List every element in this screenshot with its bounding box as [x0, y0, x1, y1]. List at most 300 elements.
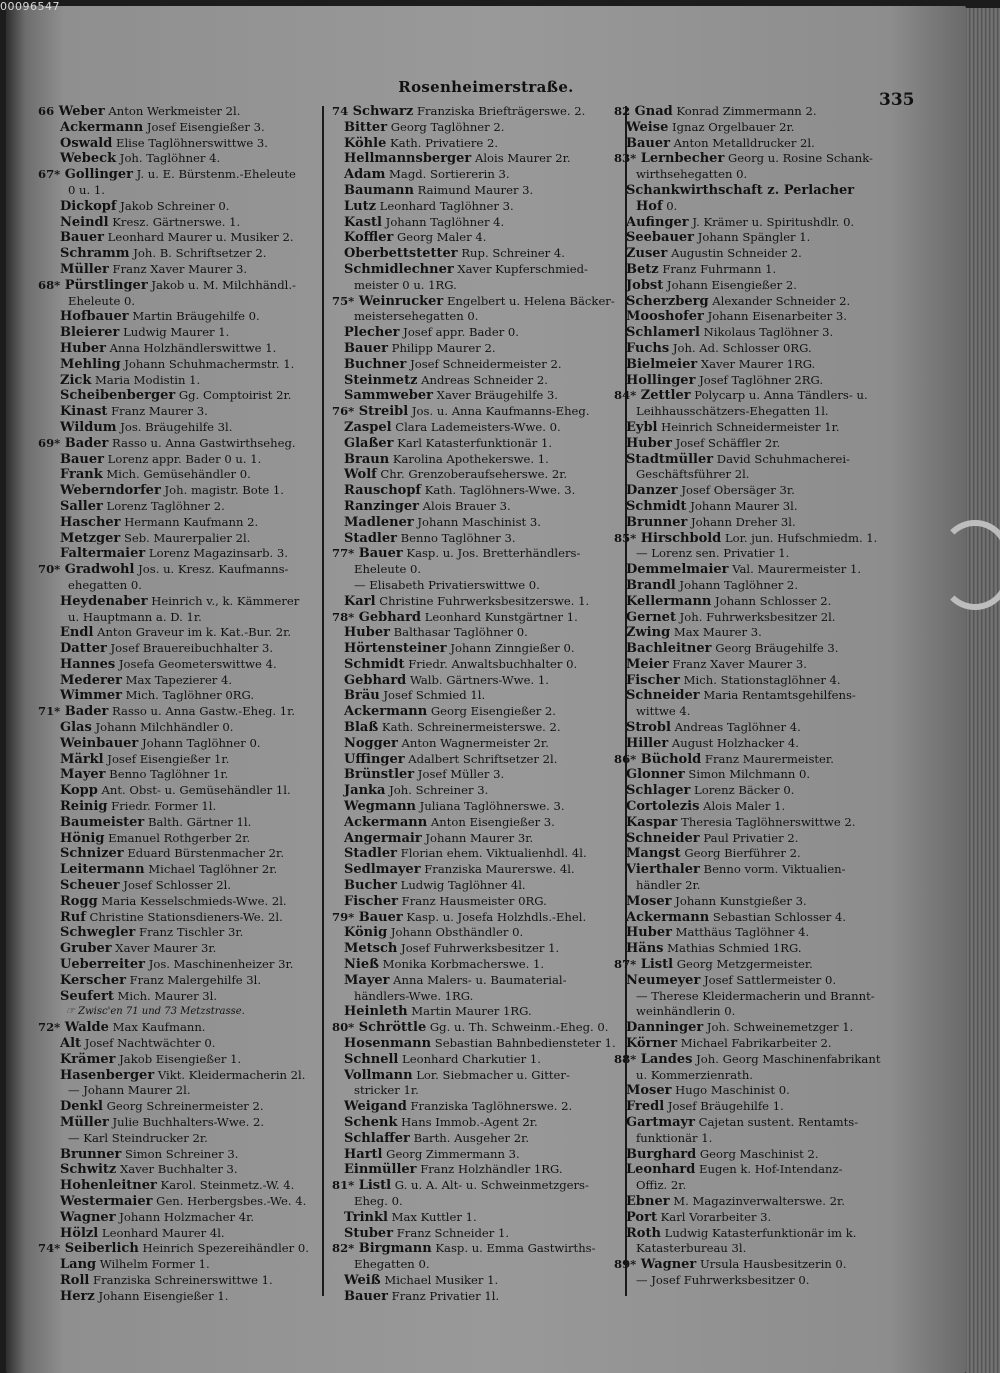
surname: Bielmeier — [626, 356, 698, 372]
directory-entry — [614, 578, 914, 594]
directory-entry — [46, 957, 320, 973]
house-number: 66 — [38, 104, 55, 118]
house-number: 89* — [614, 1257, 637, 1272]
entry-continuation — [614, 1004, 914, 1020]
house-number: 88* — [614, 1051, 637, 1066]
directory-entry — [614, 1099, 914, 1115]
house-number: 84* — [614, 388, 637, 403]
entry-details: Johann Maschinist 3. — [413, 514, 541, 529]
entry-details: Johann Eisenarbeiter 3. — [703, 309, 847, 324]
entry-details: M. Magazinverwalterswe. 2r. — [669, 1193, 845, 1208]
entry-details: Ehegatten 0. — [354, 1257, 430, 1272]
entry-details: G. u. A. Alt- u. Schweinmetzgers- — [391, 1178, 589, 1193]
directory-entry — [46, 1036, 320, 1052]
surname: Wimmer — [60, 688, 122, 704]
surname: Glonner — [626, 767, 685, 783]
surname: Fuchs — [626, 340, 670, 356]
directory-entry — [614, 1052, 914, 1068]
entry-details: Benno vorm. Viktualien- — [699, 862, 846, 877]
entry-details: Nikolaus Taglöhner 3. — [699, 325, 834, 340]
surname: Schankwirthschaft z. Perlacher — [626, 182, 855, 198]
directory-entry — [46, 736, 320, 752]
entry-details: Heinrich Spezereihändler 0. — [138, 1241, 309, 1256]
entry-details: Franz Holzhändler 1RG. — [416, 1162, 563, 1177]
surname: Janka — [344, 783, 386, 799]
surname: Wegmann — [344, 799, 416, 815]
entry-details: Josef Fuhrwerksbesitzer 1. — [397, 941, 560, 956]
directory-entry — [332, 215, 620, 231]
surname: Faltermaier — [60, 546, 146, 562]
entry-details: Karl Vorarbeiter 3. — [656, 1209, 772, 1224]
surname: Rogg — [60, 893, 98, 909]
entry-details: Josef Müller 3. — [414, 767, 505, 782]
entry-details: Barth. Ausgeher 2r. — [409, 1130, 530, 1145]
surname: Weigand — [344, 1099, 407, 1115]
directory-entry — [46, 720, 320, 736]
directory-entry — [614, 673, 914, 689]
directory-entry — [46, 215, 320, 231]
surname: Adam — [344, 167, 386, 183]
house-number: 77* — [332, 546, 355, 561]
entry-continuation — [614, 704, 914, 720]
surname: Koffler — [344, 230, 394, 246]
entry-details: Johann Dreher 3l. — [687, 514, 796, 529]
entry-details: Johann Obsthändler 0. — [387, 925, 524, 940]
surname: Herz — [60, 1288, 95, 1304]
surname: Kastl — [344, 214, 382, 230]
entry-details: Johann Spängler 1. — [694, 230, 811, 245]
directory-entry — [614, 388, 914, 404]
surname: Danninger — [626, 1020, 704, 1036]
entry-details: Mich. Stationstaglöhner 4. — [679, 672, 841, 687]
surname: Wagner — [636, 1257, 697, 1273]
entry-details: Paul Privatier 2. — [699, 830, 799, 845]
house-number: 87* — [614, 957, 637, 972]
directory-entry — [38, 167, 320, 183]
entry-details: Michael Fabrikarbeiter 2. — [677, 1036, 832, 1051]
entry-details: Johann Maurer 3r. — [421, 830, 534, 845]
surname: Zettler — [636, 388, 691, 404]
surname: Angermair — [344, 830, 422, 846]
directory-entry — [332, 752, 620, 768]
directory-entry — [46, 688, 320, 704]
entry-details: Alois Brauer 3. — [418, 498, 511, 513]
surname: Hosenmann — [344, 1036, 432, 1052]
entry-details: Heinrich Schneidermeister 1r. — [657, 419, 840, 434]
directory-entry — [46, 452, 320, 468]
entry-details: Xaver Bräugehilfe 3. — [433, 388, 558, 403]
surname: Stuber — [344, 1225, 394, 1241]
directory-entry — [332, 499, 620, 515]
entry-details: Lor. Siebmacher u. Gitter- — [412, 1067, 570, 1082]
surname: Körner — [626, 1036, 678, 1052]
directory-entry — [46, 1178, 320, 1194]
directory-entry — [38, 562, 320, 578]
entry-details: Walb. Gärtners-Wwe. 1. — [406, 672, 549, 687]
entry-details: Katasterbureau 3l. — [636, 1241, 747, 1256]
entry-details: Eheg. 0. — [354, 1193, 403, 1208]
house-number: 76* — [332, 404, 355, 419]
directory-entry — [46, 799, 320, 815]
directory-entry — [46, 325, 320, 341]
directory-entry — [332, 199, 620, 215]
entry-details: Adalbert Schriftsetzer 2l. — [404, 751, 558, 766]
house-number: 70* — [38, 562, 61, 577]
surname: Mederer — [60, 672, 122, 688]
entry-details: Simon Schreiner 3. — [121, 1146, 239, 1161]
entry-continuation — [46, 578, 320, 594]
entry-details: Johann Eisengießer 2. — [663, 277, 797, 292]
surname: Bauer — [60, 230, 104, 246]
surname: Heinleth — [344, 1004, 408, 1020]
entry-details: J. u. E. Bürstenm.-Eheleute — [132, 167, 296, 182]
entry-details: Max Kaufmann. — [108, 1020, 206, 1035]
directory-entry — [46, 815, 320, 831]
entry-details: Engelbert u. Helena Bäcker- — [443, 293, 615, 308]
entry-details: Xaver Maurer 3r. — [111, 941, 217, 956]
entry-details: Maria Rentamtsgehilfens- — [699, 688, 856, 703]
surname: Scheibenberger — [60, 388, 176, 404]
surname: Strobl — [626, 720, 671, 736]
directory-entry — [46, 941, 320, 957]
directory-entry — [332, 1162, 620, 1178]
entry-details: Joh. magistr. Bote 1. — [160, 483, 284, 498]
directory-entry — [332, 262, 620, 278]
surname: Leitermann — [60, 862, 145, 878]
entry-details: — Josef Fuhrwerksbesitzer 0. — [636, 1272, 810, 1287]
entry-details: Xaver Maurer 1RG. — [697, 356, 816, 371]
entry-details: Anton Werkmeister 2l. — [104, 104, 241, 118]
directory-entry — [332, 878, 620, 894]
surname: Bleierer — [60, 325, 120, 341]
house-number: 67* — [38, 167, 61, 182]
surname: Heydenaber — [60, 593, 148, 609]
entry-details: u. Hauptmann a. D. 1r. — [68, 609, 202, 624]
entry-details: stricker 1r. — [354, 1083, 419, 1098]
directory-entry — [46, 1099, 320, 1115]
entry-details: Kasp. u. Josefa Holzhdls.-Ehel. — [402, 909, 587, 924]
directory-entry — [332, 594, 620, 610]
surname: Wolf — [344, 467, 377, 483]
surname: Bauer — [354, 546, 403, 562]
entry-details: — Elisabeth Privatierswittwe 0. — [354, 577, 540, 592]
entry-details: Karolina Apothekerswe. 1. — [389, 451, 549, 466]
entry-continuation — [614, 1273, 914, 1289]
surname: Birgmann — [354, 1241, 432, 1257]
surname: Saller — [60, 498, 103, 514]
entry-details: Johann Schuhmachermstr. 1. — [120, 356, 295, 371]
directory-entry — [332, 1004, 620, 1020]
surname: Huber — [344, 625, 390, 641]
surname: Hiller — [626, 735, 669, 751]
house-number: 85* — [614, 530, 637, 545]
surname: Moser — [626, 893, 672, 909]
surname: Hasenberger — [60, 1067, 155, 1083]
entry-details: Josef Nachtwächter 0. — [81, 1036, 216, 1051]
directory-entry — [332, 483, 620, 499]
surname: Schramm — [60, 246, 130, 262]
surname: Trinkl — [344, 1209, 388, 1225]
surname: Schnizer — [60, 846, 124, 862]
directory-entry — [46, 546, 320, 562]
scan-id: 00096547 — [0, 0, 60, 13]
surname: Oberbettstetter — [344, 246, 458, 262]
surname: Scherzberg — [626, 293, 709, 309]
entry-details: Josef Obersäger 3r. — [677, 483, 795, 498]
directory-entry — [332, 704, 620, 720]
directory-entry — [332, 862, 620, 878]
entry-details: Val. Maurermeister 1. — [728, 562, 862, 577]
directory-entry — [332, 767, 620, 783]
directory-entry — [46, 752, 320, 768]
entry-details: Alois Maler 1. — [699, 799, 786, 814]
directory-entry — [614, 357, 914, 373]
directory-entry — [46, 515, 320, 531]
house-number: 74* — [38, 1241, 61, 1256]
surname: Kinast — [60, 404, 108, 420]
directory-entry — [46, 1147, 320, 1163]
surname: Roth — [626, 1225, 661, 1241]
directory-entry — [332, 388, 620, 404]
entry-details: Leonhard Maurer 4l. — [98, 1225, 225, 1240]
entry-continuation — [332, 309, 620, 325]
directory-entry — [332, 673, 620, 689]
entry-details: Magd. Sortiererin 3. — [385, 167, 510, 182]
directory-entry — [46, 467, 320, 483]
entry-continuation — [614, 467, 914, 483]
directory-entry — [332, 136, 620, 152]
entry-details: Jos. Maschinenheizer 3r. — [145, 957, 294, 972]
surname: Westermaier — [60, 1193, 153, 1209]
directory-entry — [614, 767, 914, 783]
directory-entry — [614, 973, 914, 989]
entry-details: Georg Schreinermeister 2. — [102, 1099, 264, 1114]
entry-continuation — [614, 878, 914, 894]
directory-entry — [46, 910, 320, 926]
entry-details: Max Maurer 3. — [670, 625, 762, 640]
entry-continuation — [46, 1083, 320, 1099]
directory-entry — [46, 420, 320, 436]
house-number: 71* — [38, 704, 61, 719]
entry-details: Benno Taglöhner 1r. — [105, 767, 229, 782]
surname: Neumeyer — [626, 972, 701, 988]
section-note: ☞ Zwisc'en 71 und 73 Metzstrasse. — [66, 1006, 245, 1018]
surname: Häns — [626, 941, 664, 957]
directory-entry — [332, 1241, 620, 1257]
surname: Bader — [60, 704, 109, 720]
directory-entry — [332, 973, 620, 989]
entry-details: Florian ehem. Viktualienhdl. 4l. — [396, 846, 587, 861]
entry-details: meistersehegatten 0. — [354, 309, 479, 324]
entry-details: Franz Schneider 1. — [393, 1225, 510, 1240]
directory-entry — [46, 594, 320, 610]
surname: Bitter — [344, 119, 388, 135]
directory-entry — [332, 531, 620, 547]
directory-entry — [614, 641, 914, 657]
entry-details: Joh. Georg Maschinenfabrikant — [692, 1051, 881, 1066]
surname: Brunner — [60, 1146, 122, 1162]
surname: Ackermann — [344, 814, 428, 830]
surname: Reinig — [60, 799, 108, 815]
directory-entry — [46, 783, 320, 799]
surname: Fredl — [626, 1099, 665, 1115]
directory-entry — [332, 657, 620, 673]
house-number: 80* — [332, 1020, 355, 1035]
entry-details: Josef Eisengießer 1r. — [103, 751, 230, 766]
surname: Seebauer — [626, 230, 695, 246]
entry-details: August Holzhacker 4. — [668, 735, 799, 750]
directory-entry — [614, 736, 914, 752]
directory-entry — [614, 325, 914, 341]
entry-details: Max Tapezierer 4. — [122, 672, 233, 687]
entry-details: Johann Holzmacher 4r. — [115, 1209, 255, 1224]
directory-entry — [332, 610, 620, 626]
entry-details: Mich. Taglöhner 0RG. — [121, 688, 255, 703]
surname: Kerscher — [60, 972, 126, 988]
entry-details: Ludwig Maurer 1. — [119, 325, 230, 340]
directory-entry — [46, 120, 320, 136]
surname: Mangst — [626, 846, 681, 862]
entry-details: händlers-Wwe. 1RG. — [354, 988, 474, 1003]
directory-entry — [614, 420, 914, 436]
surname: Frank — [60, 467, 103, 483]
directory-entry — [614, 262, 914, 278]
entry-continuation — [614, 1241, 914, 1257]
entry-details: Leonhard Taglöhner 3. — [375, 198, 514, 213]
entry-details: Josef Schäffler 2r. — [671, 435, 781, 450]
entry-details: ehegatten 0. — [68, 577, 142, 592]
surname: Moser — [626, 1083, 672, 1099]
entry-details: Anton Metalldrucker 2l. — [669, 135, 815, 150]
entry-continuation — [614, 167, 914, 183]
directory-entry — [332, 357, 620, 373]
directory-entry — [332, 1273, 620, 1289]
directory-entry — [332, 546, 620, 562]
entry-continuation — [614, 1178, 914, 1194]
directory-entry — [332, 246, 620, 262]
surname: Webeck — [60, 151, 117, 167]
surname: Buchner — [344, 356, 407, 372]
surname: Bucher — [344, 878, 397, 894]
entry-details: Karol. Steinmetz.-W. 4. — [156, 1178, 295, 1193]
directory-entry — [614, 1115, 914, 1131]
directory-entry — [614, 215, 914, 231]
entry-details: Josef Eisengießer 3. — [143, 119, 265, 134]
entry-details: Leonhard Kunstgärtner 1. — [421, 609, 578, 624]
directory-entry — [46, 373, 320, 389]
surname: Seiberlich — [60, 1241, 139, 1257]
directory-entry — [614, 1020, 914, 1036]
surname: Schmidt — [344, 656, 405, 672]
directory-entry — [46, 230, 320, 246]
entry-details: Mathias Schmied 1RG. — [663, 941, 802, 956]
entry-details: Lorenz Bäcker 0. — [690, 783, 795, 798]
entry-continuation — [332, 278, 620, 294]
directory-page — [6, 6, 966, 1373]
surname: Kopp — [60, 783, 98, 799]
surname: Schröttle — [354, 1020, 427, 1036]
entry-details: Johann Taglöhner 0. — [138, 735, 261, 750]
directory-entry — [332, 1289, 620, 1305]
surname: Sedlmayer — [344, 862, 421, 878]
surname: Neindl — [60, 214, 109, 230]
directory-entry — [46, 1210, 320, 1226]
house-number: 74 — [332, 104, 349, 118]
entry-details: Joh. Schreiner 3. — [385, 783, 489, 798]
directory-entry — [332, 183, 620, 199]
directory-entry — [38, 1241, 320, 1257]
entry-details: Anton Eisengießer 3. — [427, 814, 555, 829]
directory-entry — [46, 657, 320, 673]
directory-entry — [614, 783, 914, 799]
directory-entry — [332, 1020, 620, 1036]
entry-details: Elise Taglöhnerswittwe 3. — [112, 135, 268, 150]
entry-details: Franz Fuhrmann 1. — [658, 261, 777, 276]
entry-details: weinhändlerin 0. — [636, 1004, 736, 1019]
directory-entry — [332, 151, 620, 167]
entry-details: Polycarp u. Anna Tändlers- u. — [690, 388, 868, 403]
house-number: 79* — [332, 909, 355, 924]
entry-details: Lor. jun. Hufschmiedm. 1. — [721, 530, 878, 545]
surname: Schlaffer — [344, 1130, 410, 1146]
entry-details: Joh. B. Schriftsetzer 2. — [129, 246, 267, 261]
surname: Glaßer — [344, 435, 394, 451]
surname: Hartl — [344, 1146, 383, 1162]
entry-details: Kasp. u. Jos. Bretterhändlers- — [402, 546, 581, 561]
directory-entry — [614, 1162, 914, 1178]
surname: Scheuer — [60, 878, 120, 894]
directory-entry — [614, 515, 914, 531]
surname: Hellmannsberger — [344, 151, 472, 167]
surname: Schmidlechner — [344, 261, 454, 277]
directory-entry — [46, 846, 320, 862]
directory-entry — [614, 625, 914, 641]
surname: Zaspel — [344, 419, 392, 435]
surname: Schwegler — [60, 925, 136, 941]
entry-details: Mich. Maurer 3l. — [113, 988, 218, 1003]
directory-entry — [46, 483, 320, 499]
directory-entry — [46, 309, 320, 325]
entry-details: Jakob Eisengießer 1. — [115, 1051, 242, 1066]
book-page-edges — [966, 8, 1000, 1373]
directory-entry — [614, 151, 914, 167]
entry-details: Kasp. u. Emma Gastwirths- — [431, 1241, 596, 1256]
entry-details: Franz Tischler 3r. — [135, 925, 244, 940]
surname: Weinrucker — [354, 293, 444, 309]
entry-details: Josef Schmied 1l. — [379, 688, 486, 703]
directory-entry — [614, 246, 914, 262]
directory-entry — [46, 341, 320, 357]
directory-entry — [614, 373, 914, 389]
entry-details: wittwe 4. — [636, 704, 691, 719]
directory-entry — [332, 941, 620, 957]
surname: Mayer — [344, 972, 390, 988]
directory-entry — [332, 341, 620, 357]
entry-details: Jakob Schreiner 0. — [116, 198, 230, 213]
entry-details: Christine Stationsdieners-We. 2l. — [85, 909, 283, 924]
surname: Ackermann — [60, 119, 144, 135]
entry-details: Clara Lademeisters-Wwe. 0. — [391, 419, 561, 434]
surname: Gebhard — [354, 609, 422, 625]
entry-details: Georg Bräugehilfe 3. — [711, 641, 839, 656]
directory-entry — [614, 910, 914, 926]
column-2 — [332, 104, 620, 1305]
directory-entry — [332, 1210, 620, 1226]
entry-details: Franziska Briefträgerswe. 2. — [413, 104, 586, 118]
entry-details: Eduard Bürstenmacher 2r. — [123, 846, 285, 861]
directory-entry — [332, 799, 620, 815]
entry-details: Karl Katasterfunktionär 1. — [393, 435, 553, 450]
